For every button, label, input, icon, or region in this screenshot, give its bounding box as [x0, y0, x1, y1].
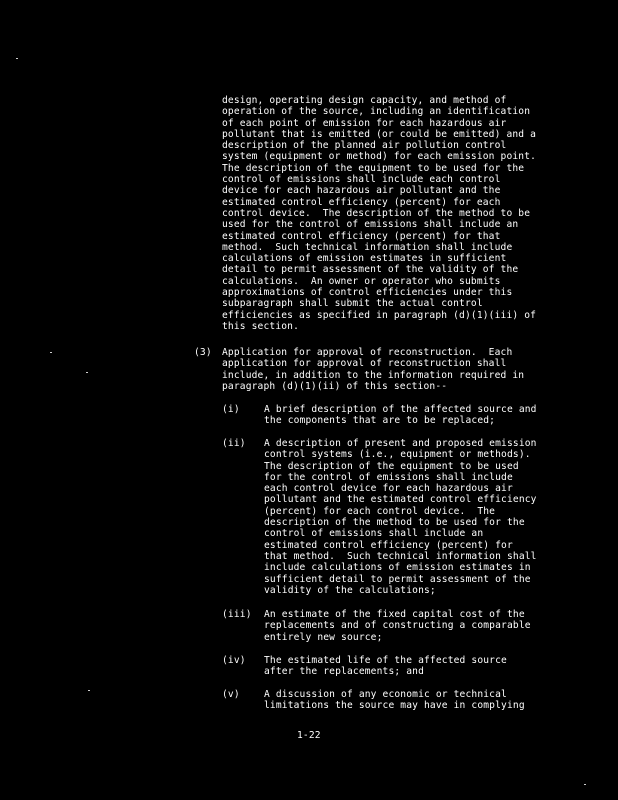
scan-speck — [86, 372, 88, 373]
paragraph-3-text: Application for approval of reconstruction. Each application for approval of reconstruction shall include, in addition to the information required in paragraph (d)(1)(ii) of this section-- — [222, 347, 525, 392]
item-i-label: (i) — [222, 404, 240, 415]
item-iv-label: (iv) — [222, 655, 246, 666]
scan-speck — [16, 58, 18, 59]
scan-speck — [584, 784, 586, 785]
page-number: 1-22 — [297, 730, 321, 741]
item-iii-text: An estimate of the fixed capital cost of the replacements and of constructing a comparable entirely new source; — [264, 609, 531, 643]
scan-speck — [50, 352, 52, 353]
scan-speck — [88, 690, 90, 691]
item-v-text: A discussion of any economic or technical limitations the source may have in complying — [264, 689, 525, 712]
item-ii-text: A description of present and proposed emission control systems (i.e., equipment or methods). The description of the equipment to be used for the control of emissions shall include each control device for each hazardous air pollutant and the estimated control efficiency (percent) for each control device. The description of the method to be used for the control of emissions shall include an estimated control efficiency (percent) for that method. Such technical information shall include calculations of emission estimates in sufficient detail to permit assessment of the validity of the calculations; — [264, 438, 537, 596]
item-iv-text: The estimated life of the affected source after the replacements; and — [264, 655, 507, 678]
item-iii-label: (iii) — [222, 609, 252, 620]
intro-paragraph: design, operating design capacity, and method of operation of the source, including an identification of each point of emission for each hazardous air pollutant that is emitted (or could be emitted) and a description of the planned air pollution control system (equipment or method) for each emission point. The description of the equipment to be used for the control of emissions shall include each control device for each hazardous air pollutant and the estimated control efficiency (percent) for each control device. The description of the method to be used for the control of emissions shall include an estimated control efficiency (percent) for that method. Such technical information shall include calculations of emission estimates in sufficient detail to permit assessment of the validity of the calculations. An owner or operator who submits approximations of control efficiencies under this subparagraph shall submit the actual control efficiencies as specified in paragraph (d)(1)(iii) of this section. — [222, 95, 537, 332]
item-v-label: (v) — [222, 689, 240, 700]
item-ii-label: (ii) — [222, 438, 246, 449]
item-i-text: A brief description of the affected source and the components that are to be replaced; — [264, 404, 537, 427]
paragraph-3-label: (3) — [194, 347, 212, 358]
